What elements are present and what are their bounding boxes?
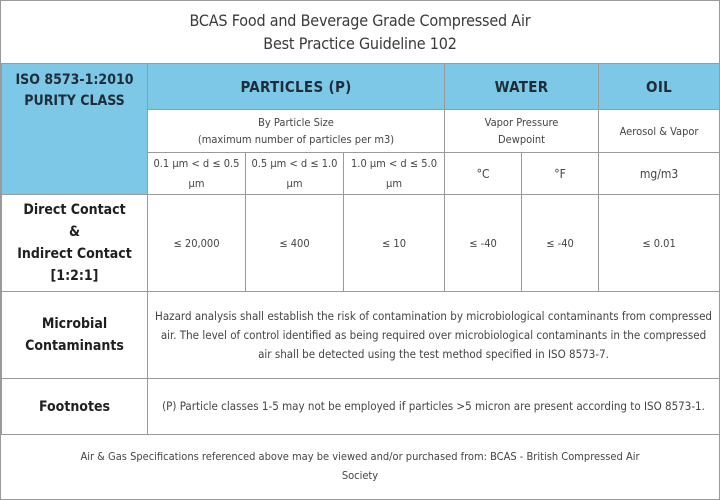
particle-size-line-1: By Particle Size xyxy=(258,116,334,129)
direct-label-line-2: & xyxy=(69,224,80,240)
footer-line-1: Air & Gas Specifications referenced above may be viewed and/or purchased from: BCAS - British Compressed Air xyxy=(80,450,640,463)
unit-fahrenheit: °F xyxy=(522,153,599,195)
unit-oil: mg/m3 xyxy=(599,153,720,195)
footer-note xyxy=(1,435,719,497)
microbial-text: Hazard analysis shall establish the risk of contamination by microbiological contaminants from compressed air. The level of control identified as being required over microbiological contaminants in the compressed air shall be detected using the test method specified in ISO 8573-7. xyxy=(148,292,720,379)
microbial-label-line-1: Microbial xyxy=(41,316,108,332)
oil-header: OIL xyxy=(599,64,720,110)
particles-header: PARTICLES (P) xyxy=(148,64,445,110)
purity-class-header xyxy=(2,64,148,195)
vapor-pressure-subheader xyxy=(445,110,599,153)
direct-water-f: ≤ -40 xyxy=(522,195,599,292)
direct-oil: ≤ 0.01 xyxy=(599,195,720,292)
title-line-2: Best Practice Guideline 102 xyxy=(263,34,457,53)
footnotes-label: Footnotes xyxy=(2,379,148,435)
footer-line-2: Society xyxy=(341,469,379,482)
size-range-2: 0.5 μm < d ≤ 1.0 μm xyxy=(246,153,344,195)
document-title xyxy=(1,1,719,63)
aerosol-subheader: Aerosol & Vapor xyxy=(599,110,720,153)
vapor-line-2: Dewpoint xyxy=(498,133,546,146)
purity-class-line-2: PURITY CLASS xyxy=(24,93,125,109)
direct-label-line-4: [1:2:1] xyxy=(50,268,99,284)
direct-particles-1: ≤ 20,000 xyxy=(148,195,246,292)
direct-label-line-1: Direct Contact xyxy=(23,202,126,218)
footnotes-text: (P) Particle classes 1-5 may not be employed if particles >5 micron are present according to ISO 8573-1. xyxy=(148,379,720,435)
microbial-label-line-2: Contaminants xyxy=(25,338,124,354)
size-range-3: 1.0 μm < d ≤ 5.0 μm xyxy=(344,153,445,195)
water-header: WATER xyxy=(445,64,599,110)
title-line-1: BCAS Food and Beverage Grade Compressed Air xyxy=(189,11,531,30)
particle-size-subheader xyxy=(148,110,445,153)
direct-particles-2: ≤ 400 xyxy=(246,195,344,292)
particle-size-line-2: (maximum number of particles per m3) xyxy=(197,133,395,146)
size-range-1: 0.1 μm < d ≤ 0.5 μm xyxy=(148,153,246,195)
direct-label-line-3: Indirect Contact xyxy=(17,246,132,262)
direct-water-c: ≤ -40 xyxy=(445,195,522,292)
vapor-line-1: Vapor Pressure xyxy=(484,116,559,129)
direct-contact-label xyxy=(2,195,148,292)
purity-table xyxy=(1,63,720,435)
microbial-label xyxy=(2,292,148,379)
direct-particles-3: ≤ 10 xyxy=(344,195,445,292)
purity-class-line-1: ISO 8573-1:2010 xyxy=(15,72,134,88)
unit-celsius: °C xyxy=(445,153,522,195)
